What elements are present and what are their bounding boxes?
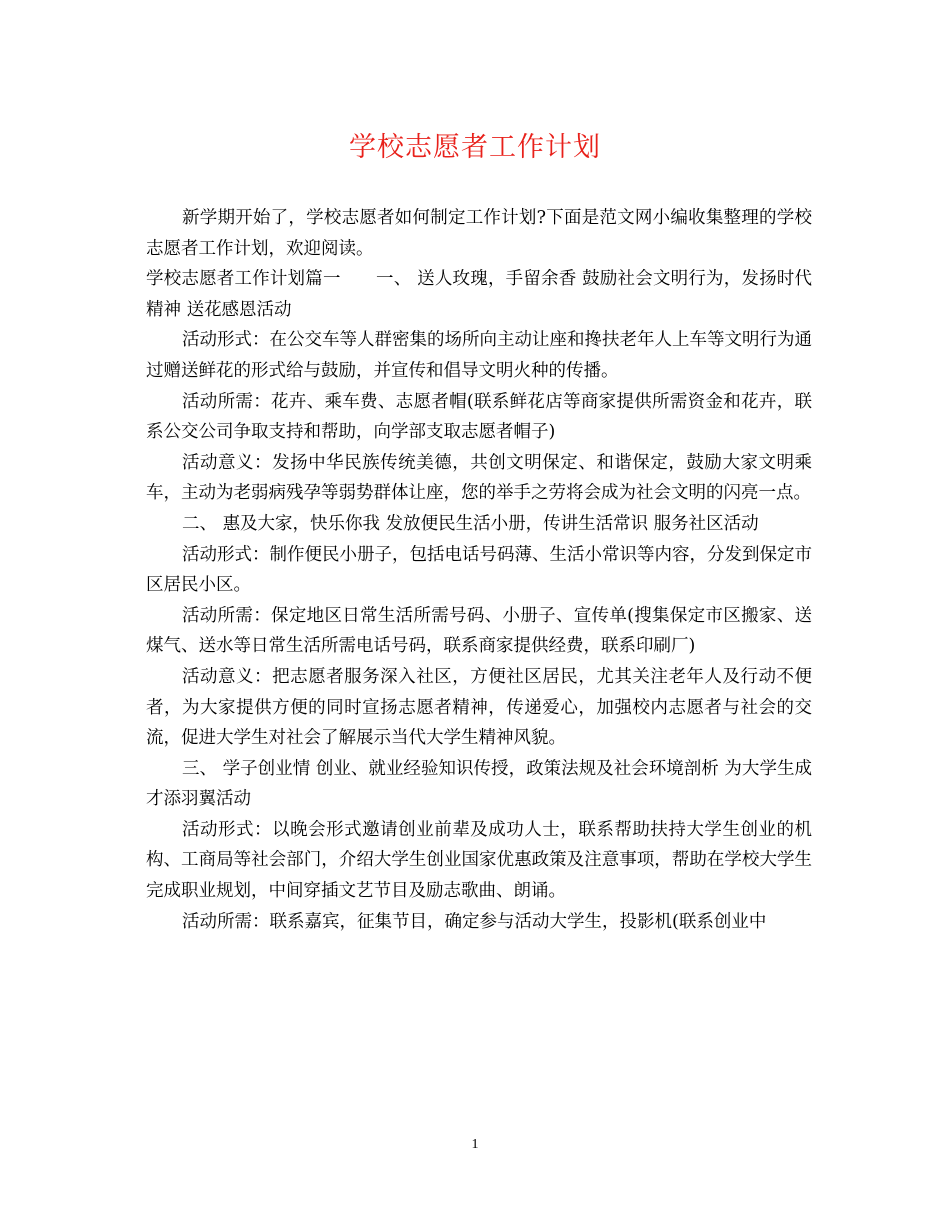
document-body (146, 203, 812, 937)
section-heading-3: 三、 学子创业情 创业、就业经验知识传授，政策法规及社会环境剖析 为大学生成才添羽翼活动 (146, 758, 812, 810)
activity-meaning-paragraph-1: 活动意义：发扬中华民族传统美德，共创文明保定、和谐保定，鼓励大家文明乘车，主动为老弱病残孕等弱势群体让座，您的举手之劳将会成为社会文明的闪亮一点。 (146, 452, 812, 504)
activity-form-paragraph-2: 活动形式：制作便民小册子，包括电话号码薄、生活小常识等内容，分发到保定市区居民小区。 (146, 544, 812, 596)
activity-form-paragraph-3: 活动形式：以晚会形式邀请创业前辈及成功人士，联系帮助扶持大学生创业的机构、工商局等社会部门，介绍大学生创业国家优惠政策及注意事项，帮助在学校大学生完成职业规划，中间穿插文艺节目及励志歌曲、朗诵。 (146, 819, 812, 902)
activity-meaning-paragraph-2: 活动意义：把志愿者服务深入社区，方便社区居民，尤其关注老年人及行动不便者，为大家提供方便的同时宣扬志愿者精神，传递爱心，加强校内志愿者与社会的交流，促进大学生对社会了解展示当代大学生精神风貌。 (146, 666, 812, 749)
section-heading-1: 学校志愿者工作计划篇一 一、 送人玫瑰，手留余香 鼓励社会文明行为，发扬时代精神 送花感恩活动 (146, 269, 812, 320)
activity-needs-paragraph-2: 活动所需：保定地区日常生活所需号码、小册子、宣传单(搜集保定市区搬家、送煤气、送水等日常生活所需电话号码，联系商家提供经费，联系印刷厂) (146, 605, 812, 657)
page-number: 1 (471, 1137, 479, 1152)
document-title: 学校志愿者工作计划 (349, 132, 601, 163)
activity-needs-paragraph-3: 活动所需：联系嘉宾，征集节目，确定参与活动大学生，投影机(联系创业中 (182, 911, 767, 932)
activity-form-paragraph-1: 活动形式：在公交车等人群密集的场所向主动让座和搀扶老年人上车等文明行为通过赠送鲜花的形式给与鼓励，并宣传和倡导文明火种的传播。 (146, 330, 812, 381)
activity-needs-paragraph-1: 活动所需：花卉、乘车费、志愿者帽(联系鲜花店等商家提供所需资金和花卉，联系公交公司争取支持和帮助，向学部支取志愿者帽子) (146, 391, 812, 443)
section-heading-2: 二、 惠及大家，快乐你我 发放便民生活小册，传讲生活常识 服务社区活动 (182, 513, 759, 534)
intro-paragraph: 新学期开始了，学校志愿者如何制定工作计划?下面是范文网小编收集整理的学校志愿者工作计划，欢迎阅读。 (146, 208, 812, 259)
